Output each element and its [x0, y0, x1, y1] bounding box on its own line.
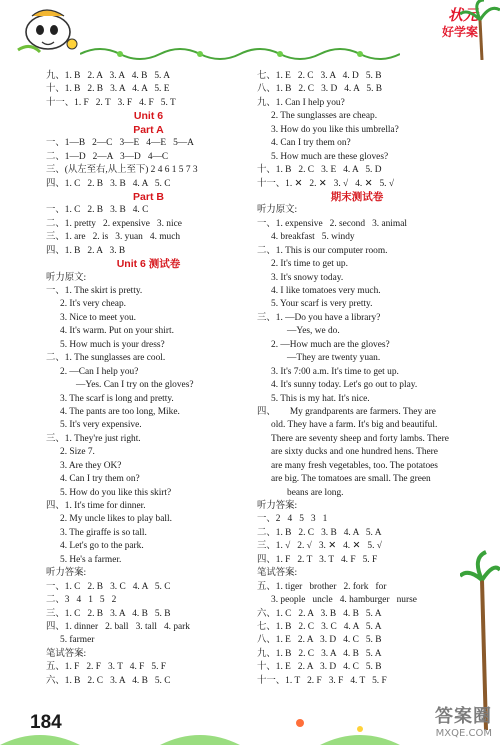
- answer-line: 3. Are they OK?: [60, 460, 122, 471]
- answer-line: 听力原文:: [257, 205, 298, 216]
- answer-line: 笔试答案:: [46, 648, 87, 659]
- answer-line: 一、1. expensive 2. second 3. animal: [257, 218, 407, 229]
- answer-line: 十、1. E 2. A 3. D 4. C 5. B: [257, 662, 382, 673]
- answer-line: 笔试答案:: [257, 568, 298, 579]
- answer-line: 一、1. C 2. B 3. B 4. C: [46, 205, 149, 216]
- answer-line: are sixty ducks and one hundred hens. There: [271, 447, 438, 458]
- answer-line: 一、1. C 2. B 3. C 4. A 5. C: [46, 581, 171, 592]
- answer-line: are many fresh vegetables, too. The potatoes: [271, 460, 438, 471]
- answer-line: 二、1. The sunglasses are cool.: [46, 353, 166, 364]
- answer-line: beans are long.: [287, 487, 344, 498]
- section-title: Unit 6 测试卷: [116, 258, 181, 271]
- answer-line: 二、1. pretty 2. expensive 3. nice: [46, 218, 182, 229]
- palm-tree-icon: [460, 0, 500, 60]
- answer-line: —Yes, we do.: [287, 326, 340, 337]
- answer-line: 一、1. The skirt is pretty.: [46, 286, 143, 296]
- answer-line: 二、3 4 1 5 2: [46, 595, 117, 606]
- answer-line: 一、1—B 2—C 3—E 4—E 5—A: [46, 138, 194, 149]
- answer-line: 二、1. B 2. C 3. B 4. A 5. A: [257, 527, 382, 538]
- answer-line: 4. Let's go to the park.: [60, 541, 144, 552]
- answer-line: 5. How do you like this skirt?: [60, 487, 172, 498]
- answer-line: 四、1. C 2. B 3. B 4. A 5. C: [46, 178, 171, 189]
- section-title: Part A: [133, 123, 164, 136]
- answer-line: 二、1—D 2—A 3—D 4—C: [46, 151, 169, 162]
- watermark: [435, 702, 492, 739]
- answer-line: 四、 My grandparents are farmers. They are: [257, 406, 436, 417]
- answer-line: 四、1. It's time for dinner.: [46, 501, 146, 511]
- answer-line: 十、1. B 2. C 3. E 4. A 5. D: [257, 165, 382, 176]
- answer-line: 3. people uncle 4. hamburger nurse: [271, 595, 417, 606]
- answer-line: 三、1. They're just right.: [46, 433, 141, 444]
- answer-line: —Yes. Can I try on the gloves?: [76, 380, 194, 391]
- section-title: Unit 6: [133, 110, 164, 123]
- answer-line: 十一、1. ✕ 2. ✕ 3. √ 4. ✕ 5. √: [257, 178, 394, 189]
- answer-line: 4. Can I try them on?: [271, 138, 351, 149]
- answer-line: 六、1. B 2. C 3. A 4. B 5. C: [46, 675, 171, 686]
- section-title: Part B: [133, 190, 164, 203]
- watermark-line-1: 答案圈: [435, 706, 492, 727]
- answer-line: 三、1. √ 2. √ 3. ✕ 4. ✕ 5. √: [257, 541, 382, 552]
- answer-line: 2. It's time to get up.: [271, 259, 348, 270]
- brand-line-1: 状元: [447, 6, 478, 24]
- answer-line: 2. It's very cheap.: [60, 299, 126, 310]
- answer-line: 一、2 4 5 3 1: [257, 514, 328, 525]
- answer-line: 十、1. B 2. B 3. A 4. A 5. E: [46, 84, 170, 95]
- answer-line: 5. farmer: [60, 635, 95, 646]
- answer-line: 听力原文:: [46, 272, 87, 283]
- answer-line: 三、1. —Do you have a library?: [257, 312, 381, 323]
- answer-line: 5. How much is your dress?: [60, 339, 165, 350]
- answer-line: 三、1. are 2. is 3. yuan 4. much: [46, 232, 181, 243]
- answer-line: old. They have a farm. It's big and beautiful.: [271, 420, 438, 431]
- answer-line: 4. I like tomatoes very much.: [271, 286, 381, 296]
- answer-line: 四、1. F 2. T 3. T 4. F 5. F: [257, 554, 378, 565]
- answer-line: 九、1. Can I help you?: [257, 97, 345, 108]
- answer-line: 2. —How much are the gloves?: [271, 339, 390, 350]
- answer-line: 2. —Can I help you?: [60, 366, 139, 377]
- answer-line: 四、1. dinner 2. ball 3. tall 4. park: [46, 621, 190, 632]
- answer-line: 3. Nice to meet you.: [60, 312, 137, 323]
- brand-line-2: 好学案: [441, 25, 478, 39]
- answer-line: 5. Your scarf is very pretty.: [271, 299, 373, 310]
- answer-line: 4. It's sunny today. Let's go out to play.: [271, 380, 418, 391]
- answer-line: 二、1. This is our computer room.: [257, 245, 388, 256]
- answer-line: 四、1. B 2. A 3. B: [46, 245, 126, 256]
- answer-line: 4. The pants are too long, Mike.: [60, 406, 180, 417]
- answer-line: 3. How do you like this umbrella?: [271, 124, 399, 135]
- watermark-line-2: MXQE.COM: [435, 728, 492, 739]
- answer-line: 4. breakfast 5. windy: [271, 232, 355, 243]
- answer-line: 七、1. B 2. C 3. C 4. A 5. A: [257, 621, 382, 632]
- answer-line: 七、1. E 2. C 3. A 4. D 5. B: [257, 71, 382, 81]
- page-header: [0, 0, 500, 62]
- answer-line: 5. He's a farmer.: [60, 554, 122, 565]
- answer-line: 5. How much are these gloves?: [271, 151, 389, 162]
- answer-line: 听力答案:: [257, 501, 298, 511]
- answer-line: 3. The scarf is long and pretty.: [60, 393, 174, 404]
- vine-border-icon: [80, 42, 400, 62]
- answer-line: 4. Can I try them on?: [60, 474, 140, 485]
- answer-line: 5. This is my hat. It's nice.: [271, 393, 370, 404]
- answer-line: 2. My uncle likes to play ball.: [60, 514, 172, 525]
- answer-line: are big. The tomatoes are small. The green: [271, 474, 431, 485]
- answer-line: 3. It's snowy today.: [271, 272, 344, 283]
- answer-line: —They are twenty yuan.: [287, 353, 381, 364]
- answer-column-right: [257, 70, 457, 688]
- answer-line: 五、1. tiger brother 2. fork for: [257, 581, 387, 592]
- page-number: 184: [30, 712, 62, 733]
- answer-column-left: [46, 70, 251, 688]
- answer-line: 五、1. F 2. F 3. T 4. F 5. F: [46, 662, 166, 673]
- section-title: 期末测试卷: [330, 190, 384, 203]
- answer-line: 4. It's warm. Put on your shirt.: [60, 326, 174, 337]
- cartoon-mascot-icon: [10, 2, 90, 62]
- answer-line: 九、1. B 2. C 3. A 4. B 5. A: [257, 648, 382, 659]
- answer-line: 八、1. B 2. C 3. D 4. A 5. B: [257, 84, 383, 95]
- answer-line: 八、1. E 2. A 3. D 4. C 5. B: [257, 635, 382, 646]
- answer-line: 听力答案:: [46, 568, 87, 579]
- answer-line: 5. It's very expensive.: [60, 420, 142, 431]
- grass-border-icon: [0, 705, 500, 745]
- answer-line: 六、1. C 2. A 3. B 4. B 5. A: [257, 608, 382, 619]
- answer-line: There are seventy sheep and forty lambs. There: [271, 433, 449, 444]
- answer-line: 3. It's 7:00 a.m. It's time to get up.: [271, 366, 399, 377]
- answer-line: 十一、1. T 2. F 3. F 4. T 5. F: [257, 675, 387, 686]
- answer-line: 2. Size 7.: [60, 447, 95, 458]
- answer-line: 十一、1. F 2. T 3. F 4. F 5. T: [46, 97, 176, 108]
- answer-line: 三、1. C 2. B 3. A 4. B 5. B: [46, 608, 171, 619]
- answer-line: 九、1. B 2. A 3. A 4. B 5. A: [46, 71, 170, 81]
- answer-line: 2. The sunglasses are cheap.: [271, 111, 378, 122]
- answer-line: 3. The giraffe is so tall.: [60, 527, 147, 538]
- answer-line: 三、(从左至右,从上至下) 2 4 6 1 5 7 3: [46, 165, 198, 176]
